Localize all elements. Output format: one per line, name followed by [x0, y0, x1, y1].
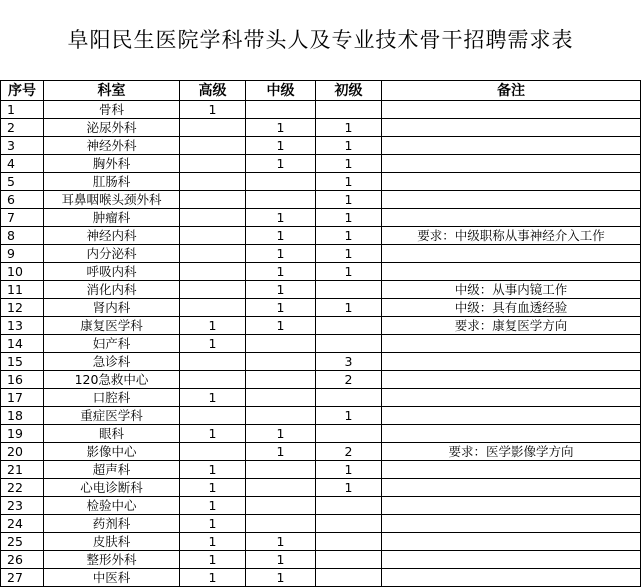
cell-mid: 1 — [246, 155, 316, 173]
cell-junior: 1 — [316, 479, 382, 497]
cell-seq: 9 — [1, 245, 44, 263]
cell-dept: 消化内科 — [44, 281, 180, 299]
table-row — [1, 389, 641, 407]
cell-seq: 27 — [1, 569, 44, 587]
cell-mid: 1 — [246, 533, 316, 551]
cell-junior — [316, 569, 382, 587]
cell-note: 要求：康复医学方向 — [382, 317, 641, 335]
cell-mid — [246, 371, 316, 389]
cell-mid: 1 — [246, 209, 316, 227]
cell-seq: 17 — [1, 389, 44, 407]
cell-senior: 1 — [180, 425, 246, 443]
cell-dept: 妇产科 — [44, 335, 180, 353]
table-row — [1, 497, 641, 515]
cell-seq: 23 — [1, 497, 44, 515]
cell-senior: 1 — [180, 335, 246, 353]
cell-junior: 1 — [316, 407, 382, 425]
cell-note — [382, 209, 641, 227]
cell-junior: 1 — [316, 155, 382, 173]
cell-seq: 25 — [1, 533, 44, 551]
cell-seq: 16 — [1, 371, 44, 389]
table-row — [1, 263, 641, 281]
header-seq: 序号 — [1, 81, 44, 101]
cell-junior — [316, 389, 382, 407]
cell-junior: 1 — [316, 191, 382, 209]
cell-dept: 神经内科 — [44, 227, 180, 245]
cell-junior: 1 — [316, 137, 382, 155]
cell-dept: 泌尿外科 — [44, 119, 180, 137]
cell-mid — [246, 407, 316, 425]
cell-note: 要求：中级职称从事神经介入工作 — [382, 227, 641, 245]
cell-dept: 康复医学科 — [44, 317, 180, 335]
cell-note — [382, 245, 641, 263]
cell-note — [382, 533, 641, 551]
cell-junior: 3 — [316, 353, 382, 371]
cell-senior — [180, 407, 246, 425]
cell-senior: 1 — [180, 101, 246, 119]
cell-senior — [180, 299, 246, 317]
table-row — [1, 371, 641, 389]
cell-mid: 1 — [246, 443, 316, 461]
cell-note — [382, 263, 641, 281]
cell-dept: 眼科 — [44, 425, 180, 443]
cell-note — [382, 407, 641, 425]
cell-seq: 2 — [1, 119, 44, 137]
cell-mid: 1 — [246, 227, 316, 245]
cell-seq: 20 — [1, 443, 44, 461]
cell-junior: 1 — [316, 299, 382, 317]
cell-dept: 药剂科 — [44, 515, 180, 533]
cell-dept: 120急救中心 — [44, 371, 180, 389]
cell-senior: 1 — [180, 533, 246, 551]
cell-dept: 内分泌科 — [44, 245, 180, 263]
table-row — [1, 533, 641, 551]
cell-senior — [180, 191, 246, 209]
cell-senior — [180, 371, 246, 389]
cell-mid — [246, 479, 316, 497]
cell-mid: 1 — [246, 317, 316, 335]
cell-note — [382, 173, 641, 191]
cell-mid: 1 — [246, 425, 316, 443]
cell-senior — [180, 155, 246, 173]
cell-junior: 1 — [316, 461, 382, 479]
cell-dept: 神经外科 — [44, 137, 180, 155]
cell-junior — [316, 533, 382, 551]
table-row — [1, 101, 641, 119]
cell-mid: 1 — [246, 569, 316, 587]
cell-senior: 1 — [180, 515, 246, 533]
cell-seq: 3 — [1, 137, 44, 155]
cell-seq: 13 — [1, 317, 44, 335]
cell-note — [382, 119, 641, 137]
cell-junior: 2 — [316, 371, 382, 389]
cell-mid — [246, 101, 316, 119]
cell-dept: 肾内科 — [44, 299, 180, 317]
table-row — [1, 443, 641, 461]
cell-junior: 1 — [316, 119, 382, 137]
cell-mid: 1 — [246, 281, 316, 299]
cell-senior: 1 — [180, 389, 246, 407]
cell-senior: 1 — [180, 479, 246, 497]
cell-seq: 1 — [1, 101, 44, 119]
cell-senior — [180, 353, 246, 371]
cell-junior — [316, 425, 382, 443]
table-row — [1, 137, 641, 155]
cell-seq: 24 — [1, 515, 44, 533]
cell-dept: 胸外科 — [44, 155, 180, 173]
cell-seq: 7 — [1, 209, 44, 227]
cell-note — [382, 461, 641, 479]
table-row — [1, 461, 641, 479]
cell-mid — [246, 335, 316, 353]
table-row — [1, 209, 641, 227]
cell-senior — [180, 119, 246, 137]
cell-note — [382, 101, 641, 119]
cell-seq: 21 — [1, 461, 44, 479]
cell-seq: 8 — [1, 227, 44, 245]
cell-mid: 1 — [246, 245, 316, 263]
cell-junior: 2 — [316, 443, 382, 461]
cell-dept: 心电诊断科 — [44, 479, 180, 497]
page-title: 阜阳民生医院学科带头人及专业技术骨干招聘需求表 — [67, 28, 574, 52]
cell-note — [382, 479, 641, 497]
table-row — [1, 191, 641, 209]
cell-senior: 1 — [180, 497, 246, 515]
cell-note: 要求：医学影像学方向 — [382, 443, 641, 461]
cell-note: 中级：从事内镜工作 — [382, 281, 641, 299]
header-dept: 科室 — [44, 81, 180, 101]
cell-senior — [180, 443, 246, 461]
table-row — [1, 317, 641, 335]
cell-junior: 1 — [316, 173, 382, 191]
table-row — [1, 335, 641, 353]
cell-senior: 1 — [180, 317, 246, 335]
header-mid: 中级 — [246, 81, 316, 101]
cell-seq: 18 — [1, 407, 44, 425]
table-row — [1, 227, 641, 245]
cell-dept: 皮肤科 — [44, 533, 180, 551]
cell-note — [382, 389, 641, 407]
cell-note — [382, 551, 641, 569]
cell-junior — [316, 281, 382, 299]
cell-dept: 肿瘤科 — [44, 209, 180, 227]
table-row — [1, 569, 641, 587]
cell-senior — [180, 263, 246, 281]
table-body — [1, 101, 641, 587]
table-row — [1, 551, 641, 569]
cell-dept: 口腔科 — [44, 389, 180, 407]
cell-senior — [180, 281, 246, 299]
cell-dept: 耳鼻咽喉头颈外科 — [44, 191, 180, 209]
cell-seq: 26 — [1, 551, 44, 569]
cell-mid — [246, 173, 316, 191]
cell-note — [382, 569, 641, 587]
cell-seq: 15 — [1, 353, 44, 371]
table-row — [1, 407, 641, 425]
cell-note — [382, 371, 641, 389]
cell-seq: 14 — [1, 335, 44, 353]
cell-senior — [180, 227, 246, 245]
cell-junior — [316, 317, 382, 335]
cell-mid: 1 — [246, 119, 316, 137]
header-junior: 初级 — [316, 81, 382, 101]
table-row — [1, 119, 641, 137]
cell-dept: 中医科 — [44, 569, 180, 587]
cell-dept: 整形外科 — [44, 551, 180, 569]
cell-dept: 检验中心 — [44, 497, 180, 515]
table-header-row — [1, 81, 641, 101]
cell-mid — [246, 191, 316, 209]
cell-dept: 超声科 — [44, 461, 180, 479]
cell-junior — [316, 497, 382, 515]
table-row — [1, 515, 641, 533]
cell-note — [382, 353, 641, 371]
cell-dept: 肛肠科 — [44, 173, 180, 191]
cell-seq: 6 — [1, 191, 44, 209]
cell-mid — [246, 389, 316, 407]
cell-note — [382, 137, 641, 155]
cell-seq: 22 — [1, 479, 44, 497]
cell-mid — [246, 461, 316, 479]
cell-seq: 10 — [1, 263, 44, 281]
header-senior: 高级 — [180, 81, 246, 101]
cell-note — [382, 515, 641, 533]
table-row — [1, 155, 641, 173]
cell-junior — [316, 551, 382, 569]
cell-seq: 19 — [1, 425, 44, 443]
cell-mid: 1 — [246, 551, 316, 569]
cell-senior — [180, 245, 246, 263]
table-row — [1, 353, 641, 371]
table-row — [1, 281, 641, 299]
cell-senior — [180, 137, 246, 155]
cell-dept: 骨科 — [44, 101, 180, 119]
cell-note — [382, 425, 641, 443]
table-row — [1, 245, 641, 263]
table-row — [1, 425, 641, 443]
cell-mid — [246, 515, 316, 533]
cell-mid — [246, 497, 316, 515]
cell-junior — [316, 101, 382, 119]
cell-senior: 1 — [180, 551, 246, 569]
cell-junior — [316, 335, 382, 353]
cell-junior: 1 — [316, 245, 382, 263]
cell-mid: 1 — [246, 137, 316, 155]
table-row — [1, 299, 641, 317]
cell-junior: 1 — [316, 263, 382, 281]
cell-note — [382, 155, 641, 173]
cell-senior — [180, 173, 246, 191]
cell-seq: 4 — [1, 155, 44, 173]
cell-mid: 1 — [246, 263, 316, 281]
cell-note — [382, 191, 641, 209]
table-row — [1, 173, 641, 191]
cell-seq: 12 — [1, 299, 44, 317]
cell-dept: 影像中心 — [44, 443, 180, 461]
table-row — [1, 479, 641, 497]
cell-junior: 1 — [316, 209, 382, 227]
cell-seq: 11 — [1, 281, 44, 299]
cell-dept: 急诊科 — [44, 353, 180, 371]
cell-junior: 1 — [316, 227, 382, 245]
cell-note — [382, 497, 641, 515]
recruitment-table — [0, 80, 641, 587]
cell-note — [382, 335, 641, 353]
cell-senior — [180, 209, 246, 227]
cell-senior: 1 — [180, 569, 246, 587]
cell-dept: 呼吸内科 — [44, 263, 180, 281]
cell-note: 中级：具有血透经验 — [382, 299, 641, 317]
header-note: 备注 — [382, 81, 641, 101]
cell-dept: 重症医学科 — [44, 407, 180, 425]
cell-senior: 1 — [180, 461, 246, 479]
cell-seq: 5 — [1, 173, 44, 191]
cell-mid: 1 — [246, 299, 316, 317]
cell-mid — [246, 353, 316, 371]
cell-junior — [316, 515, 382, 533]
